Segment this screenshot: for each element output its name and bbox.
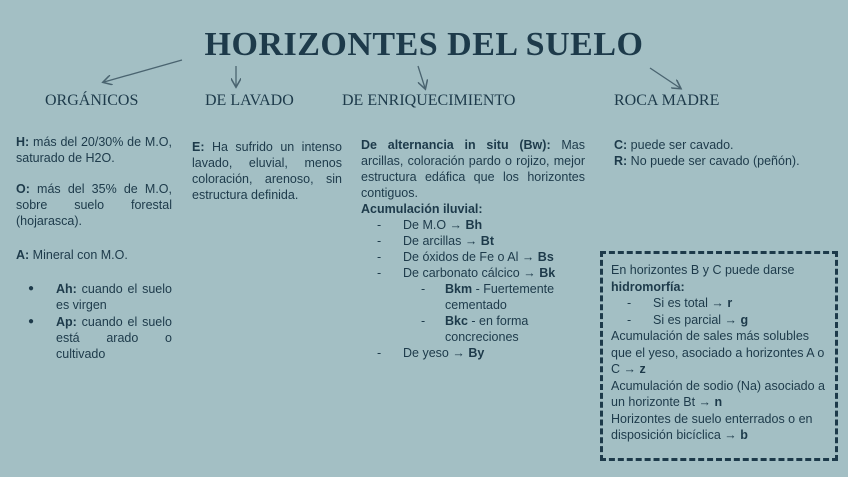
column-lavado xyxy=(192,139,342,203)
horizon-bw: De alternancia in situ (Bw): Mas arcillas, coloración pardo o rojizo, mejor estructura edáfica que los horizontes contiguos. xyxy=(361,138,585,200)
bk-sublist xyxy=(361,281,571,345)
list-item: ● Ah: cuando el suelo es virgen xyxy=(16,281,172,313)
iluvial-list xyxy=(361,217,585,281)
list-item: ● Ap: cuando el suelo está arado o cultivado xyxy=(16,314,172,362)
horizon-h: H: más del 20/30% de M.O, saturado de H2O. xyxy=(16,135,172,165)
list-item: - Bkm - Fuertemente cementado xyxy=(361,281,571,313)
page-title: HORIZONTES DEL SUELO xyxy=(204,26,644,63)
horizon-o: O: más del 35% de M.O, sobre suelo forestal (hojarasca). xyxy=(16,182,172,228)
list-item: - De óxidos de Fe o Al → Bs xyxy=(361,249,585,265)
note-intro: En horizontes B y C puede darse hidromorfía: xyxy=(611,263,795,294)
horizon-c: C: puede ser cavado. xyxy=(614,138,734,152)
arrow-to-roca xyxy=(650,68,680,88)
column-enriquecimiento xyxy=(361,137,585,361)
list-item: - De yeso → By xyxy=(361,345,585,361)
yeso-list xyxy=(361,345,585,361)
horizon-e: E: Ha sufrido un intenso lavado, eluvial, menos coloración, arenoso, sin estructura definida. xyxy=(192,140,342,202)
column-roca-madre xyxy=(614,137,814,169)
list-item: - De M.O → Bh xyxy=(361,217,585,233)
list-item: - De carbonato cálcico → Bk xyxy=(361,265,585,281)
horizon-a-sublist xyxy=(16,281,172,362)
column-organicos xyxy=(16,134,172,363)
iluvial-title: Acumulación iluvial: xyxy=(361,202,483,216)
note-line-sodio: Acumulación de sodio (Na) asociado a un horizonte Bt → n xyxy=(611,378,826,409)
list-item: - Si es parcial → g xyxy=(611,312,829,329)
note-line-sales: Acumulación de sales más solubles que el yeso, asociado a horizontes A o C → z xyxy=(611,329,825,376)
horizon-a: A: Mineral con M.O. xyxy=(16,248,128,262)
category-lavado: DE LAVADO xyxy=(205,92,294,109)
list-item: - De arcillas → Bt xyxy=(361,233,585,249)
arrow-to-enriquecimiento xyxy=(418,66,425,88)
list-item: - Si es total → r xyxy=(611,295,829,312)
category-roca-madre: ROCA MADRE xyxy=(614,92,720,109)
category-enriquecimiento: DE ENRIQUECIMIENTO xyxy=(342,92,516,109)
note-line-enterrados: Horizontes de suelo enterrados o en disposición bicíclica → b xyxy=(611,411,813,442)
horizon-r: R: No puede ser cavado (peñón). xyxy=(614,154,800,168)
hidromorfia-note-box xyxy=(600,251,838,461)
category-organicos: ORGÁNICOS xyxy=(45,92,139,109)
note-list xyxy=(611,295,829,328)
list-item: - Bkc - en forma concreciones xyxy=(361,313,571,345)
